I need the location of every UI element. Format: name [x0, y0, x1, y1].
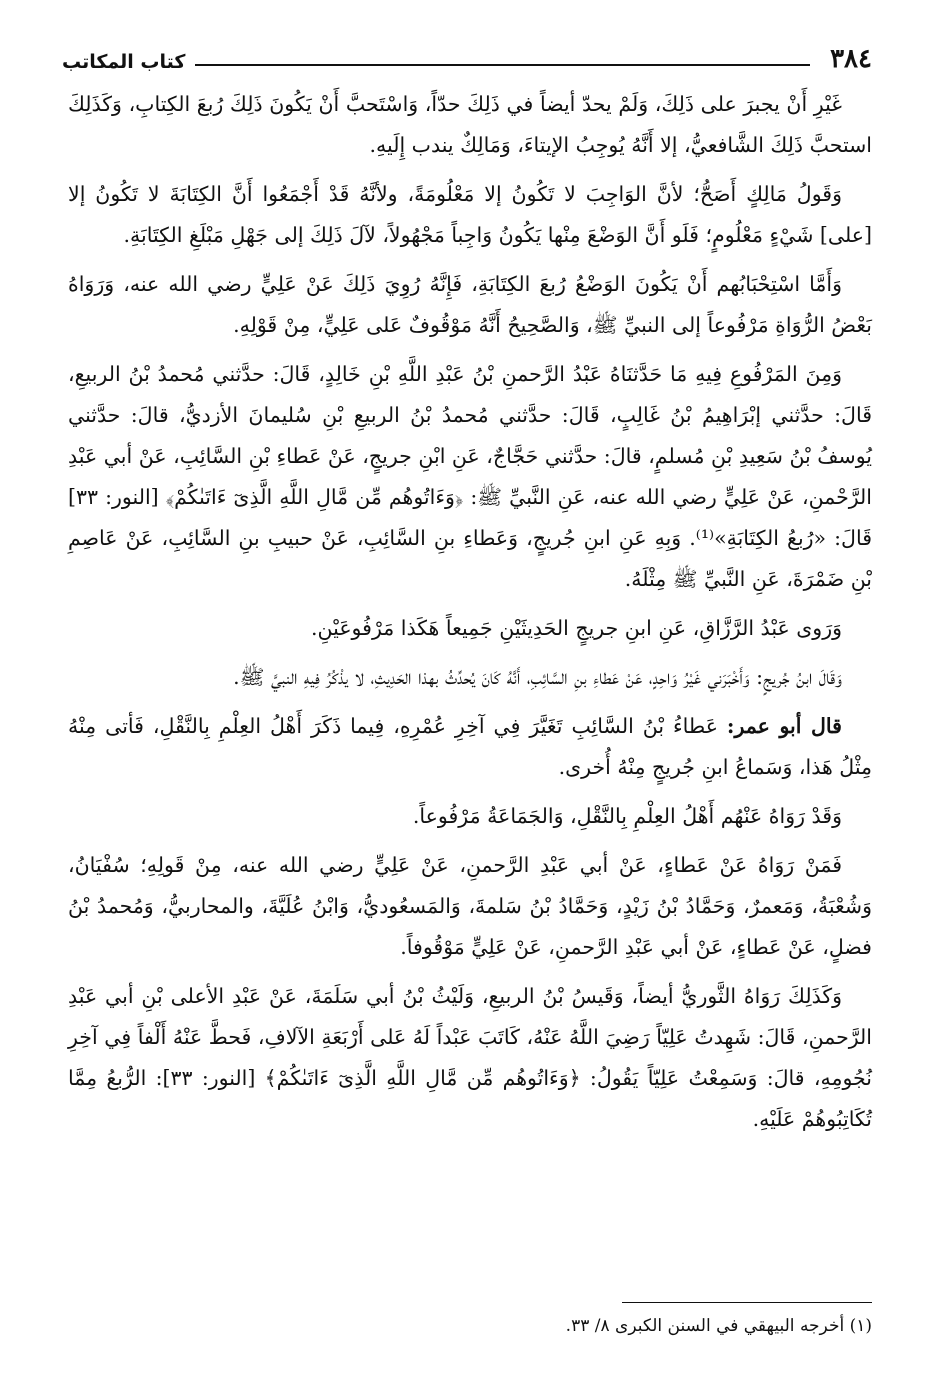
paragraph-9: فَمَنْ رَوَاهُ عَنْ عَطاءٍ، عَنْ أبي عَبْدِ الرَّحمنِ، عَنْ عَلِيٍّ رضي الله عنه، مِنْ قَولِهِ؛ سُفْيَانُ، وَشُعْبَةُ، وَمَعمرٌ، وَحَمَّادُ بْنُ زَيْدٍ، وَحَمَّادُ بْنُ سَلمةَ، وَالمَسعُوديُّ، وَابْنُ عُلَيَّةَ، والمحاربيُّ، وَمُحمدُ بْنُ فضلٍ، عَنْ عَطاءٍ، عَنْ أبي عَبْدِ الرَّحمنِ، عَنْ عَلِيٍّ مَوْقُوفاً.	[68, 853, 872, 959]
header-rule	[195, 64, 810, 66]
page-number: ٣٨٤	[830, 44, 872, 74]
book-title: كتاب المكاتب	[62, 51, 186, 73]
paragraph-4: وَمِنَ المَرْفُوعِ فِيهِ مَا حَدَّثنَاهُ عَبْدُ الرَّحمنِ بْنُ عَبْدِ اللَّهِ بْنِ خَالِدٍ، قَالَ: حدَّثني مُحمدُ بْنُ الربيعِ، قَالَ: حدَّثني إبْرَاهِيمُ بْنُ غَالِبٍ، قَالَ: حدَّثني مُحمدُ بْنُ الربيعِ بْنِ سُليمانَ الأزديُّ، قالَ: حدَّثني يُوسفُ بْنُ سَعِيدِ بْنِ مُسلمٍ، قالَ: حدَّثني حَجَّاجٌ، عَنِ ابْنِ جريجٍ، عَنْ عَطاءِ بْنِ السَّائِبِ، عَنْ أبي عَبْدِ الرَّحْمنِ، عَنْ عَلِيٍّ رضي الله عنه، عَنِ النَّبيِّ ﷺ: ﴿وَءَاتُوهُم مِّن مَّالِ اللَّهِ الَّذِىٓ ءَاتَىٰكُمْ﴾ [النور: ٣٣] قَالَ: «رُبعُ الكِتَابَةِ»⁽¹⁾. وَبِهِ عَنِ ابنِ جُريجٍ، وَعَطاءِ بنِ السَّائِبِ، عَنْ حبيبِ بنِ السَّائِبِ، عَنْ عَاصِمِ بْنِ ضَمْرَةَ، عَنِ النَّبيِّ ﷺ مِثْلَهُ.	[68, 362, 872, 591]
paragraph-10: وَكَذَلِكَ رَوَاهُ الثَّوريُّ أيضاً، وَقَيسُ بْنُ الربيعِ، وَلَيْثُ بْنُ أبي سَلَمَةَ، عَنْ عَبْدِ الأعلى بْنِ أبي عَبْدِ الرَّحمنِ، قَالَ: شَهِدتُ عَلِيّاً رَضِيَ اللَّهُ عَنْهُ، كَاتَبَ عَبْداً لَهُ عَلى أَرْبَعَةِ الآلافِ، فَحطَّ عَنْهُ أَلْفاً فِي آخِرِ نُجُومِهِ، قالَ: وَسَمِعْتُ عَلِيّاً يَقُولُ: ﴿وَءَاتُوهُم مِّن مَّالِ اللَّهِ الَّذِىٓ ءَاتَىٰكُمْ﴾ [النور: ٣٣]: الرُّبعُ مِمَّا تُكَاتِبُوهُمْ عَلَيْهِ.	[68, 984, 872, 1131]
paragraph-8: وَقَدْ رَوَاهُ عَنْهُم أَهْلُ العِلْمِ بِالنَّقْلِ، وَالجَمَاعَةُ مَرْفُوعاً.	[412, 804, 842, 828]
paragraph-7	[68, 706, 872, 788]
paragraph-2: وَقَولُ مَالِكٍ أَصَحُّ؛ لأنَّ الوَاجِبَ لا تَكُونُ إلا مَعْلُومَةً، ولأنَّهُ قَدْ أَجْمَعُوا أَنَّ الكِتَابَةَ لا تَكُونُ إلا [على] شَيْءٍ مَعْلُومٍ؛ فَلَو أَنَّ الوَضْعَ مِنْها يَكُونُ وَاجِباً مَجْهُولاً، لآلَ ذَلِكَ إلى جَهْلِ مَبْلَغِ الكِتَابَةِ.	[68, 182, 872, 247]
main-text	[68, 84, 872, 1148]
page-header	[62, 40, 872, 74]
paragraph-6: وَقَالَ ابنُ جُريجٍ: وَأَخْبَرَني غَيْرُ وَاحِدٍ، عَنْ عَطاءِ بنِ السَّائِبِ، أَنَّهُ كَانَ يُحدِّثُ بهذا الحَدِيثِ، لا يذْكُرُ فِيهِ النبيَّ ﷺ.	[233, 665, 842, 689]
paragraph-1: غَيْرِ أَنْ يجبرَ على ذَلِكَ، وَلَمْ يحدّ أيضاً في ذَلِكَ حدّاً، وَاسْتَحبَّ أَنْ يَكُونَ ذَلِكَ رُبعَ الكِتابِ، وَكَذَلِكَ استحبَّ ذَلِكَ الشَّافعيُّ، إلا أَنَّهُ يُوجِبُ الإيتاءَ، وَمَالِكٌ يندب إِلَيهِ.	[68, 92, 872, 157]
paragraph-7-text: عَطاءُ بْنُ السَّائِبِ تَغَيَّرَ فِي آخِرِ عُمْرِهِ، فِيما ذَكَرَ أَهْلُ العِلْمِ بِالنَّقْلِ، فَأتى مِنْهُ مِثْلُ هَذا، وَسَماعُ ابنِ جُريجٍ مِنْهُ أُخرى.	[68, 714, 872, 779]
footnote-divider	[622, 1302, 872, 1303]
speaker-label: قال أبو عمر:	[726, 714, 842, 738]
footnote-1: (١) أخرجه البيهقي في السنن الكبرى ٨/ ٣٣.	[565, 1316, 872, 1336]
paragraph-5: وَرَوى عَبْدُ الرَّزَّاقِ، عَنِ ابنِ جريجٍ الحَدِيثَيْنِ جَمِيعاً هَكَذا مَرْفُوعَيْنِ.	[311, 616, 842, 640]
paragraph-3: وَأَمَّا اسْتِحْبَابُهم أَنْ يَكُونَ الوَضْعُ رُبعَ الكِتَابَةِ، فَإِنَّهُ رُوِيَ ذَلِكَ عَنْ عَلِيٍّ رضي الله عنه، وَرَوَاهُ بَعْضُ الرُّوَاةِ مَرْفُوعاً إلى النبيِّ ﷺ، وَالصَّحِيحُ أَنَّهُ مَوْقُوفٌ عَلى عَلِيٍّ، مِنْ قَوْلِهِ.	[68, 272, 872, 337]
